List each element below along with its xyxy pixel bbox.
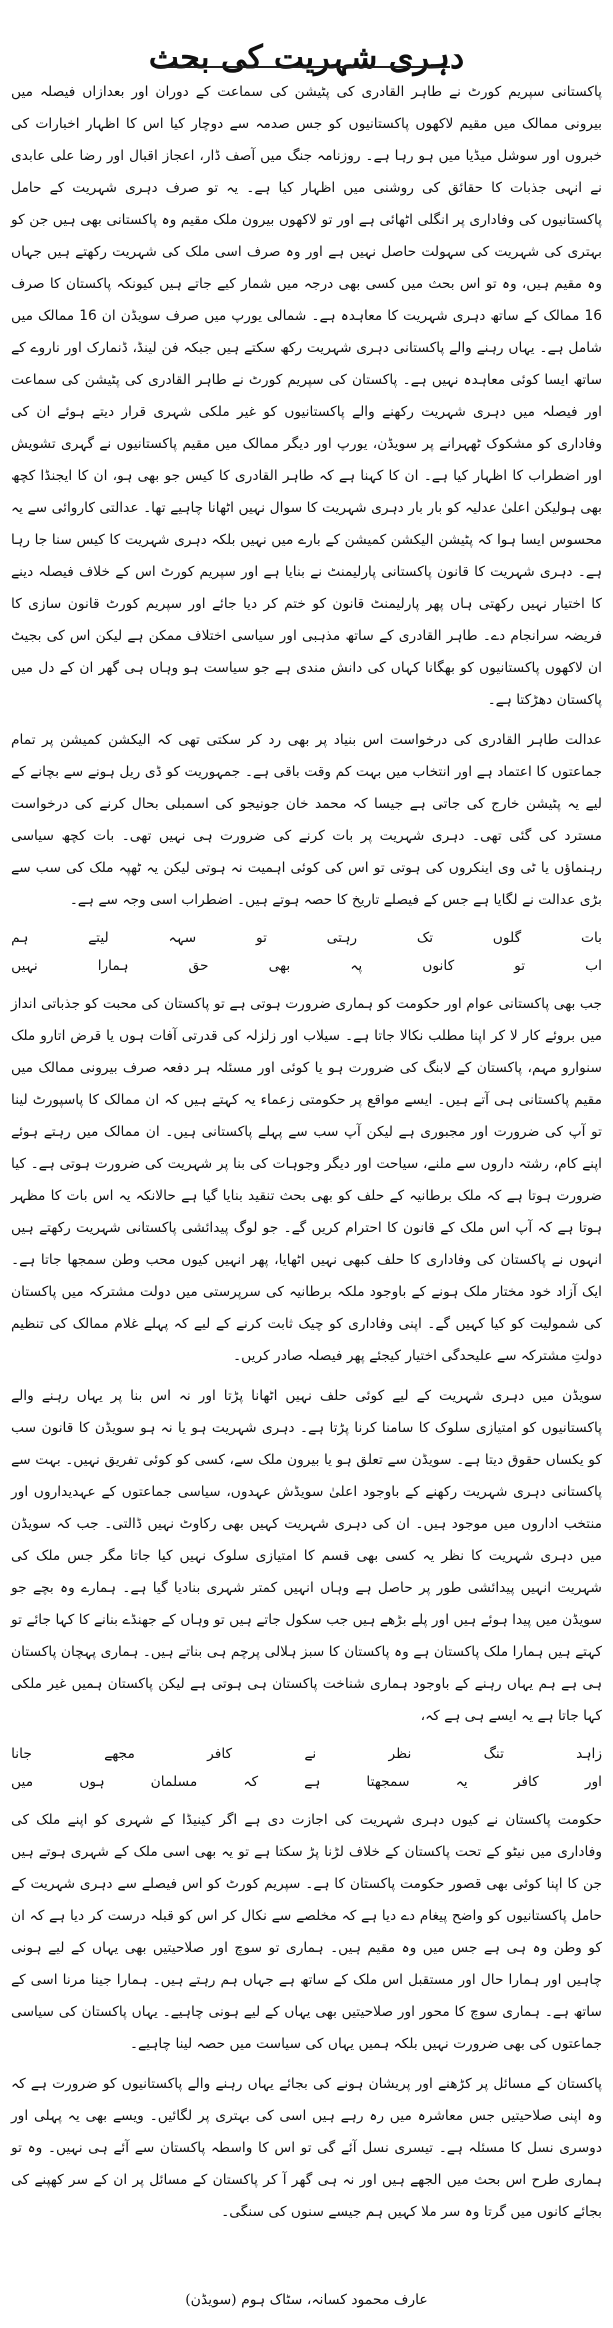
verse-word: یہ bbox=[455, 1774, 468, 1790]
verse-word: تو bbox=[255, 930, 267, 946]
verse-word: مسلمان bbox=[150, 1774, 198, 1790]
article-paragraph: جب بھی پاکستانی عوام اور حکومت کو ہماری ضرورت ہوتی ہے تو پاکستان کی محبت کو جذباتی انداز میں بروئے کار لا کر اپنا مطلب نکالا جاتا ہے۔ سیلاب اور زلزلہ کی قدرتی آفات ہوں یا قرض اتارو ملک سنوارو مہم، پاکستان کے لابنگ کی ضرورت ہو یا کوئی اور مسئلہ ہر دفعہ صرف بیرونی ممالک میں مقیم پاکستانی ہی آتے ہیں۔ ایسے مواقع پر حکومتی زعماء یہ کہتے ہیں کہ ان ممالک کا پاسپورٹ لینا تو آپ کی ضرورت اور مجبوری ہے لیکن آپ سب سے پہلے پاکستانی ہیں۔ ان ممالک میں رہتے ہوئے اپنے کام، رشتہ داروں سے ملنے، سیاحت اور دیگر وجوہات کی بنا پر شہریت کی ضرورت ہوتی ہے۔ کیا ضرورت ہوتا ہے کہ ملک برطانیہ کے حلف کو بھی بحث تنقید بنایا گیا ہے حالانکہ یہ اس بات کا مظہر ہوتا ہے کہ آپ اس ملک کے قانون کا احترام کریں گے۔ جو لوگ پیدائشی پاکستانی شہریت رکھتے ہیں انہوں نے پاکستان کی وفاداری کا حلف کبھی نہیں اٹھایا، پھر انہیں کیوں محب وطن سمجھا جاتا ہے۔ ایک آزاد خود مختار ملک ہونے کے باوجود ملکہ برطانیہ کی سرپرستی میں دولت مشترکہ میں پاکستان کی شمولیت کو کیا کہیں گے۔ اپنی وفاداری کو چیک ثابت کرنے کے لیے کہ پہلے غلام ممالک کی تنظیم دولتِ مشترکہ سے علیحدگی اختیار کیجئے پھر فیصلہ صادر کریں۔ bbox=[11, 996, 602, 1364]
verse-word: رہتی bbox=[326, 930, 358, 946]
verse-word: زاہد bbox=[576, 1746, 602, 1762]
article-paragraph: پاکستانی سپریم کورٹ نے طاہر القادری کی پٹیشن کی سماعت کے دوران اور بعدازاں فیصلہ میں بیرونی ممالک میں مقیم لاکھوں پاکستانیوں کو جس صدمہ سے دوچار کیا اس کا اظہار اخبارات کی خبروں اور سوشل میڈیا میں ہو رہا ہے۔ روزنامہ جنگ میں آصف ڈار، اعجاز اقبال اور رضا علی عابدی نے انہی جذبات کا حقائق کی روشنی میں اظہار کیا ہے۔ یہ تو صرف دہری شہریت کے حامل پاکستانیوں کی وفاداری پر انگلی اٹھائی ہے اور تو لاکھوں بیرون ملک مقیم وہ پاکستانی بھی ہیں جن کو بہتری کی شہریت کی سہولت حاصل نہیں ہے اور وہ صرف اسی ملک کی شہریت رکھتے ہیں جہاں وہ مقیم ہیں، وہ تو اس بحث میں کسی بھی درجہ میں شمار کیے جاتے ہیں کیونکہ پاکستان کا صرف 16 ممالک کے ساتھ دہری شہریت کا معاہدہ ہے۔ شمالی یورپ میں صرف سویڈن ان 16 ممالک میں شامل ہے۔ یہاں رہنے والے پاکستانی دہری شہریت رکھ سکتے ہیں جبکہ فن لینڈ، ڈنمارک اور ناروے کے ساتھ ایسا کوئی معاہدہ نہیں ہے۔ پاکستان کی سپریم کورٹ نے طاہر القادری کی پٹیشن کی سماعت اور فیصلہ میں دہری شہریت رکھنے والے پاکستانیوں کو غیر ملکی شہری قرار دیتے ہوئے ان کی وفاداری کو مشکوک ٹھہرانے پر سویڈن، یورپ اور دیگر ممالک میں مقیم پاکستانیوں نے گہری تشویش اور اضطراب کا اظہار کیا ہے۔ ان کا کہنا ہے کہ طاہر القادری کا کیس جو بھی ہو، ان کا ایجنڈا کچھ بھی ہولیکن اعلیٰ عدلیہ کو بار بار دہری شہریت کا سوال نہیں اٹھانا چاہیے تھا۔ عدالتی کاروائی سے یہ محسوس ایسا ہوا کہ پٹیشن الیکشن کمیشن کے بارے میں نہیں بلکہ دہری شہریت کا کیس سنا جا رہا ہے۔ دہری شہریت کا قانون پاکستانی پارلیمنٹ نے بنایا ہے اور سپریم کورٹ اس کے خلاف فیصلہ دینے کا اختیار نہیں رکھتی ہاں پھر پارلیمنٹ قانون کو ختم کر دیا جائے اور سپریم کورٹ قانون سازی کا فریضہ سرانجام دے۔ طاہر القادری کے ساتھ مذہبی اور سیاسی اختلاف ممکن ہے لیکن اس کی بجیٹ ان لاکھوں پاکستانیوں کو بھگانا کہاں کی دانش مندی ہے جو سیاست ہو وہاں ہی گھر ان کے دل میں پاکستان دھڑکتا ہے۔ bbox=[11, 84, 603, 708]
verse-word: کافر bbox=[207, 1746, 233, 1762]
article-paragraph: پاکستان کے مسائل پر کڑھنے اور پریشان ہونے کی بجائے یہاں رہنے والے پاکستانیوں کو ضرورت ہے کہ وہ اپنی صلاحیتیں جس معاشرہ میں رہ رہے ہیں اسی کی بہتری پر لگائیں۔ ویسے بھی یہ پہلی اور دوسری نسل کا مسئلہ ہے۔ تیسری نسل آئے گی تو اس کا واسطہ پاکستان سے آئے ہی نہیں۔ وہ تو ہماری طرح اس بحث میں الجھے ہیں اور نہ ہی گھر آ کر پاکستان کے مسائل پر ان کے سر کھپنے کی بجائے کانوں میں گرتا وہ سر ملا کہیں ہم جیسے سنوں کی سنگی۔ bbox=[11, 2076, 602, 2220]
article-paragraph: سویڈن میں دہری شہریت کے لیے کوئی حلف نہیں اٹھانا پڑتا اور نہ اس بنا پر یہاں رہنے والے پاکستانیوں کو امتیازی سلوک کا سامنا کرنا پڑتا ہے۔ دہری شہریت ہو یا نہ ہو سویڈن کا قانون سب کو یکساں حقوق دیتا ہے۔ سویڈن سے تعلق ہو یا بیرون ملک سے، کسی کو کوئی تفریق نہیں۔ بہت سے پاکستانی دہری شہریت رکھنے کے باوجود اعلیٰ سویڈش عہدوں، سیاسی جماعتوں کے عہدیداروں اور منتخب اداروں میں موجود ہیں۔ ان کی دہری شہریت کہیں بھی رکاوٹ نہیں ڈالتی۔ جب کہ سویڈن میں دہری شہریت کا نظر یہ کسی بھی قسم کا امتیازی سلوک نہیں کیا جاتا مگر جس ملک کی شہریت انہیں پیدائشی طور پر حاصل ہے وہاں انہیں کمتر شہری بنادیا گیا ہے۔ ہمارے وہ بچے جو سویڈن میں پیدا ہوئے ہیں اور پلے بڑھے ہیں جب سکول جاتے ہیں تو وہاں کے جھنڈے بنانے کا کہا جائے تو کہتے ہیں ہمارا ملک پاکستان ہے وہ پاکستان کا سبز ہلالی پرچم ہی بناتے ہیں۔ ہماری پہچان پاکستان ہی ہے ہم یہاں رہنے کے باوجود ہماری شناخت پاکستان ہی ہوتی ہے لیکن پاکستان ہمیں غیر ملکی کہا جاتا ہے یہ ایسے ہی ہے کہ، bbox=[11, 1388, 602, 1724]
article-title: دہری شہریت کی بحث bbox=[148, 38, 465, 77]
verse-couplet bbox=[11, 1740, 602, 1796]
verse-word: نے bbox=[304, 1746, 317, 1762]
verse-word: سہہ bbox=[168, 930, 197, 946]
verse-word: ہم bbox=[11, 930, 29, 946]
verse-word: کافر bbox=[513, 1774, 539, 1790]
verse-word: ہے bbox=[304, 1774, 321, 1790]
verse-word: نہیں bbox=[11, 958, 38, 974]
verse-word: حق bbox=[188, 958, 209, 974]
verse-word: مجھے bbox=[104, 1746, 135, 1762]
verse-word: تک bbox=[416, 930, 434, 946]
title-underline bbox=[160, 66, 450, 68]
verse-word: سمجھتا bbox=[366, 1774, 410, 1790]
verse-line bbox=[11, 1740, 602, 1768]
verse-word: لیتے bbox=[88, 930, 109, 946]
verse-word: میں bbox=[11, 1774, 34, 1790]
verse-couplet bbox=[11, 924, 602, 980]
verse-word: تنگ bbox=[483, 1746, 504, 1762]
verse-word: جانا bbox=[11, 1746, 32, 1762]
verse-word: بات bbox=[580, 930, 602, 946]
verse-word: اور bbox=[584, 1774, 602, 1790]
verse-word: اب bbox=[585, 958, 602, 974]
author-signature: عارف محمود کسانہ، سٹاک ہوم (سویڈن) bbox=[185, 2292, 428, 2308]
verse-word: ہوں bbox=[79, 1774, 105, 1790]
verse-line bbox=[11, 1768, 602, 1796]
verse-line bbox=[11, 924, 602, 952]
verse-word: ہمارا bbox=[97, 958, 129, 974]
verse-word: تو bbox=[514, 958, 526, 974]
verse-line bbox=[11, 952, 602, 980]
verse-word: کہ bbox=[243, 1774, 259, 1790]
article-paragraph: عدالت طاہر القادری کی درخواست اس بنیاد پر بھی رد کر سکتی تھی کہ الیکشن کمیشن پر تمام جماعتوں کا اعتماد ہے اور انتخاب میں بہت کم وقت باقی ہے۔ جمہوریت کو ڈی ریل ہونے سے بچانے کے لیے یہ پٹیشن خارج کی جاتی ہے جیسا کہ محمد خان جونیجو کی اسمبلی بحال کرنے کی درخواست مسترد کی گئی تھی۔ دہری شہریت پر بات کرنے کی ضرورت ہی نہیں تھی۔ بات کچھ سیاسی رہنماؤں یا ٹی وی اینکروں کی ہوتی تو اس کی کوئی اہمیت نہ ہوتی لیکن یہ ٹھپہ ملک کی سب سے بڑی عدالت نے لگایا ہے جس کے فیصلے تاریخ کا حصہ ہوتے ہیں۔ اضطراب اسی وجہ سے ہے۔ bbox=[11, 732, 602, 908]
article-body bbox=[11, 76, 602, 2236]
verse-word: پہ bbox=[350, 958, 363, 974]
article-paragraph: حکومت پاکستان نے کیوں دہری شہریت کی اجازت دی ہے اگر کینیڈا کے شہری کو اپنے ملک کی وفاداری میں نیٹو کے تحت پاکستان کے خلاف لڑنا پڑ سکتا ہے تو یہ بھی اسی ملک کے شہری ہوتے ہیں جن کا اپنا کوئی بھی قصور حکومت پاکستان کا ہے۔ سپریم کورٹ کو اس فیصلے سے دہری شہریت کے حامل پاکستانیوں کو واضح پیغام دے دیا ہے کہ مخلصے سے نکال کر اس کو قبلہ درست کر دیا ہے کہ ان کو وطن وہ ہی ہے جس میں وہ مقیم ہیں۔ ہماری تو سوچ اور صلاحیتیں بھی یہاں کے لیے ہونی چاہیں اور ہمارا حال اور مستقبل اس ملک کے ساتھ ہے جہاں ہم رہتے ہیں۔ ہمارا جینا مرنا اسی کے ساتھ ہے۔ ہماری سوچ کا محور اور صلاحیتیں بھی یہاں کے لیے ہونی چاہیے۔ یہاں پاکستان کی سیاسی جماعتوں کی بھی ضرورت نہیں بلکہ ہمیں یہاں کی سیاست میں حصہ لینا چاہیے۔ bbox=[11, 1812, 602, 2052]
verse-word: نظر bbox=[388, 1746, 412, 1762]
verse-word: گلوں bbox=[492, 930, 522, 946]
verse-word: کانوں bbox=[422, 958, 455, 974]
verse-word: بھی bbox=[268, 958, 291, 974]
